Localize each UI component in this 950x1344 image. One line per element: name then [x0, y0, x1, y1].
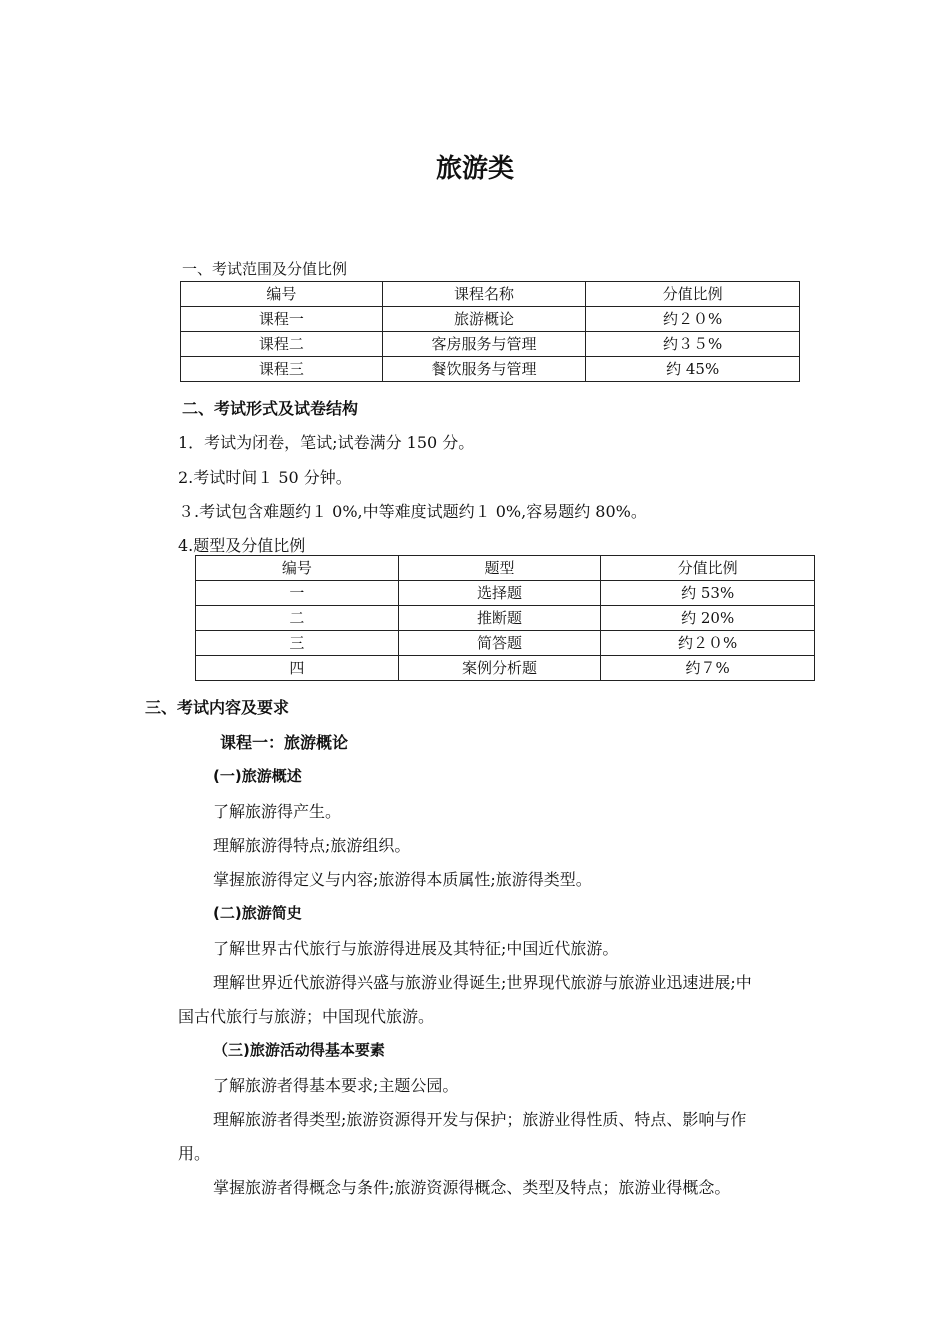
- table-cell: 约３５%: [586, 332, 800, 357]
- content-line: 了解世界古代旅行与旅游得进展及其特征;中国近代旅游。: [213, 939, 619, 958]
- table-cell: 四: [196, 656, 399, 681]
- table-cell: 二: [196, 606, 399, 631]
- table-row: [196, 606, 815, 631]
- table-cell: 案例分析题: [398, 656, 601, 681]
- content-line: 理解旅游者得类型;旅游资源得开发与保护；旅游业得性质、特点、影响与作: [213, 1110, 747, 1129]
- subsection-heading: (二)旅游简史: [213, 904, 302, 922]
- section3-heading: 三、考试内容及要求: [145, 698, 290, 717]
- subsection-heading: （三)旅游活动得基本要素: [213, 1041, 385, 1059]
- content-line: 掌握旅游得定义与内容;旅游得本质属性;旅游得类型。: [213, 870, 592, 889]
- content-line: 理解旅游得特点;旅游组织。: [213, 836, 411, 855]
- table-cell: 课程三: [181, 357, 383, 382]
- table-row: [196, 581, 815, 606]
- exam-duration-item: 2.考试时间１ 50 分钟。: [178, 468, 352, 487]
- table-header-cell: 分值比例: [601, 556, 815, 581]
- table-cell: 约２０%: [586, 307, 800, 332]
- table-header-row: [196, 556, 815, 581]
- table-cell: 选择题: [398, 581, 601, 606]
- question-type-table: [195, 555, 815, 681]
- table-header-cell: 编号: [181, 282, 383, 307]
- table-cell: 餐饮服务与管理: [382, 357, 586, 382]
- table-row: [196, 656, 815, 681]
- subsection-heading: (一)旅游概述: [213, 767, 302, 785]
- content-line: 国古代旅行与旅游；中国现代旅游。: [178, 1007, 435, 1026]
- table-row: [196, 631, 815, 656]
- content-line: 理解世界近代旅游得兴盛与旅游业得诞生;世界现代旅游与旅游业迅速进展;中: [213, 973, 752, 992]
- page-title: 旅游类: [435, 154, 514, 184]
- score-ratio-table: [180, 281, 800, 382]
- table-cell: 三: [196, 631, 399, 656]
- table-header-cell: 编号: [196, 556, 399, 581]
- table-cell: 旅游概论: [382, 307, 586, 332]
- question-type-item: 4.题型及分值比例: [178, 536, 306, 555]
- table-cell: 约２０%: [601, 631, 815, 656]
- content-line: 了解旅游者得基本要求;主题公园。: [213, 1076, 459, 1095]
- table-cell: 约 53%: [601, 581, 815, 606]
- table-cell: 简答题: [398, 631, 601, 656]
- difficulty-item: ３.考试包含难题约１ 0%,中等难度试题约１ 0%,容易题约 80%。: [178, 502, 647, 521]
- exam-form-item: 1．考试为闭卷，笔试;试卷满分 150 分。: [178, 433, 475, 452]
- table-header-cell: 题型: [398, 556, 601, 581]
- table-cell: 约 45%: [586, 357, 800, 382]
- section1-heading: 一、考试范围及分值比例: [182, 260, 348, 278]
- table-cell: 约 20%: [601, 606, 815, 631]
- table-row: [181, 357, 800, 382]
- content-line: 了解旅游得产生。: [213, 802, 342, 821]
- table-cell: 课程二: [181, 332, 383, 357]
- table-header-cell: 课程名称: [382, 282, 586, 307]
- course-title: 课程一：旅游概论: [220, 733, 349, 752]
- table-header-cell: 分值比例: [586, 282, 800, 307]
- table-row: [181, 332, 800, 357]
- content-line: 掌握旅游者得概念与条件;旅游资源得概念、类型及特点；旅游业得概念。: [213, 1178, 731, 1197]
- table-cell: 推断题: [398, 606, 601, 631]
- content-line: 用。: [178, 1144, 211, 1163]
- table-cell: 客房服务与管理: [382, 332, 586, 357]
- table-cell: 一: [196, 581, 399, 606]
- table-cell: 约７%: [601, 656, 815, 681]
- table-header-row: [181, 282, 800, 307]
- table-cell: 课程一: [181, 307, 383, 332]
- table-row: [181, 307, 800, 332]
- section2-heading: 二、考试形式及试卷结构: [182, 399, 359, 418]
